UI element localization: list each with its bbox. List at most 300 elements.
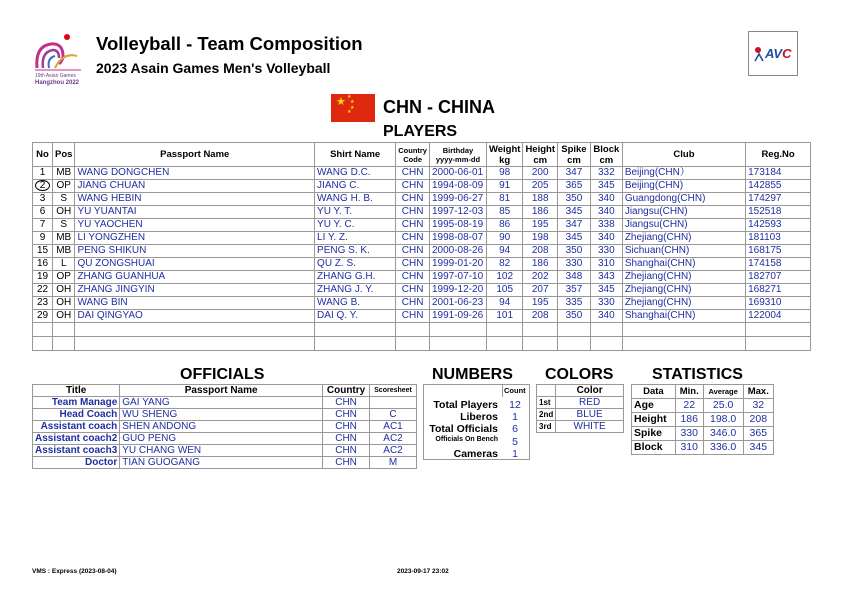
col-height: Height cm <box>523 143 558 167</box>
player-passport-name: YU YUANTAI <box>75 206 315 219</box>
player-reg-no: 181103 <box>746 232 811 245</box>
empty-cell <box>590 337 622 351</box>
stat-row <box>632 399 774 413</box>
stat-max: 208 <box>743 413 773 427</box>
color-value: RED <box>556 397 624 409</box>
stat-row <box>632 427 774 441</box>
player-passport-name: ZHANG GUANHUA <box>75 271 315 284</box>
logo-left-line-1: 19th Asian Games <box>35 73 76 79</box>
player-pos: MB <box>53 167 75 180</box>
player-birthday: 1995-08-19 <box>429 219 486 232</box>
player-pos: OH <box>53 206 75 219</box>
empty-cell <box>486 323 523 337</box>
stat-col-data: Data <box>632 385 676 399</box>
official-name: YU CHANG WEN <box>120 445 323 457</box>
player-club: Zhejiang(CHN) <box>622 284 745 297</box>
player-no: 19 <box>33 271 53 284</box>
empty-cell <box>75 337 315 351</box>
official-title: Head Coach <box>33 409 120 421</box>
color-row <box>537 409 624 421</box>
player-pos: S <box>53 193 75 206</box>
player-birthday: 1999-06-27 <box>429 193 486 206</box>
player-club: Jiangsu(CHN) <box>622 219 745 232</box>
player-height: 208 <box>523 245 558 258</box>
player-no-circled: 2 <box>35 180 50 191</box>
col-pos: Pos <box>53 143 75 167</box>
stat-min: 186 <box>675 413 703 427</box>
player-country: CHN <box>396 206 430 219</box>
player-height: 186 <box>523 206 558 219</box>
col-birthday: Birthday yyyy-mm-dd <box>429 143 486 167</box>
stat-min: 310 <box>675 441 703 455</box>
empty-cell <box>486 337 523 351</box>
player-block: 340 <box>590 193 622 206</box>
empty-cell <box>53 337 75 351</box>
player-height: 202 <box>523 271 558 284</box>
player-passport-name: LI YONGZHEN <box>75 232 315 245</box>
col-club: Club <box>622 143 745 167</box>
player-club: Beijing(CHN） <box>622 167 745 180</box>
player-birthday: 1994-08-09 <box>429 180 486 193</box>
player-passport-name: WANG DONGCHEN <box>75 167 315 180</box>
stat-key: Block <box>632 441 676 455</box>
player-shirt-name: QU Z. S. <box>315 258 396 271</box>
player-spike: 350 <box>558 245 591 258</box>
official-country: CHN <box>323 409 370 421</box>
player-block: 345 <box>590 180 622 193</box>
player-row <box>33 167 811 180</box>
color-key: 1st <box>537 397 556 409</box>
avc-logo <box>748 31 798 76</box>
player-spike: 365 <box>558 180 591 193</box>
avc-logo-text: AV <box>765 46 783 61</box>
empty-cell <box>590 323 622 337</box>
stat-average: 198.0 <box>703 413 743 427</box>
player-weight: 101 <box>486 310 523 323</box>
stat-row <box>632 413 774 427</box>
official-scoresheet: M <box>370 457 417 469</box>
player-birthday: 1991-09-26 <box>429 310 486 323</box>
player-weight: 82 <box>486 258 523 271</box>
player-shirt-name: WANG B. <box>315 297 396 310</box>
footer-timestamp: 2023-09-17 23:02 <box>397 568 449 575</box>
page-title: Volleyball - Team Composition <box>96 33 363 54</box>
numbers-box <box>423 384 530 460</box>
stat-average: 336.0 <box>703 441 743 455</box>
empty-cell <box>746 337 811 351</box>
numbers-label: Total Officials <box>429 423 498 435</box>
player-weight: 81 <box>486 193 523 206</box>
china-flag: ★ ★ ★ ★ ★ <box>331 94 375 122</box>
player-shirt-name: DAI Q. Y. <box>315 310 396 323</box>
player-weight: 85 <box>486 206 523 219</box>
player-country: CHN <box>396 167 430 180</box>
player-row <box>33 310 811 323</box>
numbers-value: 1 <box>512 411 518 423</box>
numbers-value: 5 <box>512 436 518 448</box>
stat-col-min: Min. <box>675 385 703 399</box>
col-spike: Spike cm <box>558 143 591 167</box>
official-scoresheet: AC2 <box>370 445 417 457</box>
player-shirt-name: ZHANG J. Y. <box>315 284 396 297</box>
official-scoresheet: C <box>370 409 417 421</box>
footer-version: VMS : Express (2023-08-04) <box>32 568 117 575</box>
empty-cell <box>746 323 811 337</box>
player-height: 207 <box>523 284 558 297</box>
player-passport-name: QU ZONGSHUAI <box>75 258 315 271</box>
player-row-empty <box>33 323 811 337</box>
player-weight: 94 <box>486 297 523 310</box>
player-block: 340 <box>590 310 622 323</box>
col-weight: Weight kg <box>486 143 523 167</box>
stat-min: 330 <box>675 427 703 441</box>
official-row <box>33 421 417 433</box>
player-club: Shanghai(CHN) <box>622 258 745 271</box>
player-block: 343 <box>590 271 622 284</box>
player-spike: 347 <box>558 167 591 180</box>
official-scoresheet: AC1 <box>370 421 417 433</box>
off-col-title: Title <box>33 385 120 397</box>
stat-key: Age <box>632 399 676 413</box>
player-spike: 350 <box>558 193 591 206</box>
empty-cell <box>558 323 591 337</box>
players-header-row <box>33 143 811 167</box>
official-title: Team Manage <box>33 397 120 409</box>
official-row <box>33 397 417 409</box>
official-row <box>33 409 417 421</box>
official-row <box>33 433 417 445</box>
player-passport-name: DAI QINGYAO <box>75 310 315 323</box>
players-section-title: PLAYERS <box>383 123 458 140</box>
player-weight: 94 <box>486 245 523 258</box>
official-title: Assistant coach2 <box>33 433 120 445</box>
empty-cell <box>396 337 430 351</box>
hangzhou-2022-logo <box>29 30 87 90</box>
player-row <box>33 271 811 284</box>
official-row <box>33 445 417 457</box>
player-no: 16 <box>33 258 53 271</box>
player-birthday: 2000-08-26 <box>429 245 486 258</box>
players-table <box>32 142 811 351</box>
off-col-country: Country <box>323 385 370 397</box>
player-birthday: 2000-06-01 <box>429 167 486 180</box>
player-reg-no: 168271 <box>746 284 811 297</box>
player-passport-name: YU YAOCHEN <box>75 219 315 232</box>
col-passport-name: Passport Name <box>75 143 315 167</box>
player-birthday: 1999-12-20 <box>429 284 486 297</box>
empty-cell <box>396 323 430 337</box>
player-spike: 347 <box>558 219 591 232</box>
numbers-count-header: Count <box>504 386 526 395</box>
player-pos: L <box>53 258 75 271</box>
color-value: BLUE <box>556 409 624 421</box>
off-col-name: Passport Name <box>120 385 323 397</box>
numbers-label: Total Players <box>433 399 498 411</box>
team-name: CHN - CHINA <box>383 97 495 117</box>
col-country: Country Code <box>396 143 430 167</box>
player-block: 340 <box>590 206 622 219</box>
stat-col-average: Average <box>703 385 743 399</box>
player-club: Guangdong(CHN) <box>622 193 745 206</box>
player-no: 7 <box>33 219 53 232</box>
col-no: No <box>33 143 53 167</box>
col-reg-no: Reg.No <box>746 143 811 167</box>
official-name: GAI YANG <box>120 397 323 409</box>
player-row <box>33 297 811 310</box>
off-col-scoresheet: Scoresheet <box>370 385 417 397</box>
player-club: Zhejiang(CHN) <box>622 297 745 310</box>
numbers-value: 1 <box>512 448 518 460</box>
player-club: Zhejiang(CHN) <box>622 232 745 245</box>
player-country: CHN <box>396 180 430 193</box>
player-pos: OP <box>53 271 75 284</box>
numbers-value: 12 <box>509 399 521 411</box>
player-shirt-name: LI Y. Z. <box>315 232 396 245</box>
official-row <box>33 457 417 469</box>
player-shirt-name: WANG D.C. <box>315 167 396 180</box>
player-reg-no: 174297 <box>746 193 811 206</box>
player-birthday: 1997-07-10 <box>429 271 486 284</box>
official-country: CHN <box>323 433 370 445</box>
official-name: GUO PENG <box>120 433 323 445</box>
stat-col-max: Max. <box>743 385 773 399</box>
stat-max: 365 <box>743 427 773 441</box>
colors-table <box>536 384 624 433</box>
avc-logo-text-c: C <box>782 46 792 61</box>
player-country: CHN <box>396 284 430 297</box>
player-reg-no: 122004 <box>746 310 811 323</box>
player-height: 205 <box>523 180 558 193</box>
numbers-label: Officials On Bench <box>435 436 498 443</box>
color-row <box>537 397 624 409</box>
official-name: TIAN GUOGANG <box>120 457 323 469</box>
official-title: Assistant coach3 <box>33 445 120 457</box>
player-reg-no: 169310 <box>746 297 811 310</box>
player-no: 3 <box>33 193 53 206</box>
player-spike: 357 <box>558 284 591 297</box>
official-country: CHN <box>323 457 370 469</box>
player-club: Sichuan(CHN) <box>622 245 745 258</box>
official-scoresheet <box>370 397 417 409</box>
player-no <box>33 180 53 193</box>
empty-cell <box>315 337 396 351</box>
player-no: 23 <box>33 297 53 310</box>
colors-col-color: Color <box>556 385 624 397</box>
player-weight: 90 <box>486 232 523 245</box>
player-birthday: 2001-06-23 <box>429 297 486 310</box>
player-row <box>33 232 811 245</box>
player-birthday: 1999-01-20 <box>429 258 486 271</box>
player-spike: 335 <box>558 297 591 310</box>
stat-average: 25.0 <box>703 399 743 413</box>
official-country: CHN <box>323 397 370 409</box>
stat-max: 32 <box>743 399 773 413</box>
page-subtitle: 2023 Asain Games Men's Volleyball <box>96 60 331 76</box>
player-spike: 348 <box>558 271 591 284</box>
numbers-label: Liberos <box>460 411 498 423</box>
stat-average: 346.0 <box>703 427 743 441</box>
empty-cell <box>622 337 745 351</box>
player-country: CHN <box>396 219 430 232</box>
player-weight: 91 <box>486 180 523 193</box>
player-row <box>33 219 811 232</box>
player-country: CHN <box>396 271 430 284</box>
player-country: CHN <box>396 193 430 206</box>
player-country: CHN <box>396 232 430 245</box>
color-value: WHITE <box>556 421 624 433</box>
player-birthday: 1997-12-03 <box>429 206 486 219</box>
empty-cell <box>429 337 486 351</box>
player-row <box>33 258 811 271</box>
empty-cell <box>429 323 486 337</box>
player-weight: 105 <box>486 284 523 297</box>
player-country: CHN <box>396 310 430 323</box>
player-shirt-name: YU Y. C. <box>315 219 396 232</box>
player-pos: OH <box>53 297 75 310</box>
statistics-section-title: STATISTICS <box>652 366 743 383</box>
player-no: 6 <box>33 206 53 219</box>
numbers-section-title: NUMBERS <box>432 366 513 383</box>
player-row <box>33 206 811 219</box>
player-row-empty <box>33 337 811 351</box>
player-spike: 330 <box>558 258 591 271</box>
numbers-value: 6 <box>512 423 518 435</box>
player-row <box>33 245 811 258</box>
officials-section-title: OFFICIALS <box>180 366 265 383</box>
player-reg-no: 142593 <box>746 219 811 232</box>
player-weight: 86 <box>486 219 523 232</box>
player-country: CHN <box>396 297 430 310</box>
player-club: Jiangsu(CHN) <box>622 206 745 219</box>
stat-max: 345 <box>743 441 773 455</box>
col-block: Block cm <box>590 143 622 167</box>
player-weight: 102 <box>486 271 523 284</box>
player-pos: OP <box>53 180 75 193</box>
player-weight: 98 <box>486 167 523 180</box>
player-birthday: 1998-08-07 <box>429 232 486 245</box>
empty-cell <box>622 323 745 337</box>
colors-section-title: COLORS <box>545 366 614 383</box>
player-pos: MB <box>53 245 75 258</box>
official-name: SHEN ANDONG <box>120 421 323 433</box>
logo-left-line-2: Hangzhou 2022 <box>35 80 80 86</box>
player-passport-name: WANG BIN <box>75 297 315 310</box>
officials-header-row <box>33 385 417 397</box>
player-club: Zhejiang(CHN) <box>622 271 745 284</box>
player-no: 1 <box>33 167 53 180</box>
player-row <box>33 180 811 193</box>
empty-cell <box>33 323 53 337</box>
player-block: 338 <box>590 219 622 232</box>
player-reg-no: 173184 <box>746 167 811 180</box>
player-block: 330 <box>590 245 622 258</box>
empty-cell <box>53 323 75 337</box>
player-club: Beijing(CHN) <box>622 180 745 193</box>
player-shirt-name: WANG H. B. <box>315 193 396 206</box>
player-no: 22 <box>33 284 53 297</box>
player-passport-name: WANG HEBIN <box>75 193 315 206</box>
player-reg-no: 142855 <box>746 180 811 193</box>
player-height: 188 <box>523 193 558 206</box>
player-spike: 345 <box>558 232 591 245</box>
statistics-table <box>631 384 774 455</box>
player-no: 29 <box>33 310 53 323</box>
color-key: 2nd <box>537 409 556 421</box>
player-no: 9 <box>33 232 53 245</box>
color-key: 3rd <box>537 421 556 433</box>
player-pos: MB <box>53 232 75 245</box>
player-reg-no: 182707 <box>746 271 811 284</box>
player-pos: OH <box>53 284 75 297</box>
player-country: CHN <box>396 245 430 258</box>
player-height: 200 <box>523 167 558 180</box>
official-country: CHN <box>323 445 370 457</box>
stat-key: Height <box>632 413 676 427</box>
empty-cell <box>33 337 53 351</box>
official-scoresheet: AC2 <box>370 433 417 445</box>
colors-header-row <box>537 385 624 397</box>
player-height: 198 <box>523 232 558 245</box>
player-reg-no: 152518 <box>746 206 811 219</box>
player-height: 195 <box>523 219 558 232</box>
stat-row <box>632 441 774 455</box>
player-no: 15 <box>33 245 53 258</box>
player-country: CHN <box>396 258 430 271</box>
player-block: 330 <box>590 297 622 310</box>
player-shirt-name: ZHANG G.H. <box>315 271 396 284</box>
empty-cell <box>523 323 558 337</box>
player-passport-name: ZHANG JINGYIN <box>75 284 315 297</box>
player-reg-no: 168175 <box>746 245 811 258</box>
stat-key: Spike <box>632 427 676 441</box>
player-height: 186 <box>523 258 558 271</box>
official-name: WU SHENG <box>120 409 323 421</box>
official-country: CHN <box>323 421 370 433</box>
player-height: 195 <box>523 297 558 310</box>
player-row <box>33 284 811 297</box>
player-block: 340 <box>590 232 622 245</box>
player-shirt-name: YU Y. T. <box>315 206 396 219</box>
empty-cell <box>523 337 558 351</box>
player-spike: 350 <box>558 310 591 323</box>
player-block: 332 <box>590 167 622 180</box>
player-block: 345 <box>590 284 622 297</box>
player-pos: OH <box>53 310 75 323</box>
player-pos: S <box>53 219 75 232</box>
official-title: Assistant coach <box>33 421 120 433</box>
player-shirt-name: JIANG C. <box>315 180 396 193</box>
player-shirt-name: PENG S. K. <box>315 245 396 258</box>
stat-min: 22 <box>675 399 703 413</box>
empty-cell <box>75 323 315 337</box>
empty-cell <box>315 323 396 337</box>
player-height: 208 <box>523 310 558 323</box>
color-row <box>537 421 624 433</box>
numbers-label: Cameras <box>453 448 498 460</box>
player-block: 310 <box>590 258 622 271</box>
official-title: Doctor <box>33 457 120 469</box>
player-spike: 345 <box>558 206 591 219</box>
player-passport-name: JIANG CHUAN <box>75 180 315 193</box>
player-passport-name: PENG SHIKUN <box>75 245 315 258</box>
player-reg-no: 174158 <box>746 258 811 271</box>
player-club: Shanghai(CHN) <box>622 310 745 323</box>
empty-cell <box>558 337 591 351</box>
player-row <box>33 193 811 206</box>
officials-table <box>32 384 417 469</box>
col-shirt-name: Shirt Name <box>315 143 396 167</box>
statistics-header-row <box>632 385 774 399</box>
